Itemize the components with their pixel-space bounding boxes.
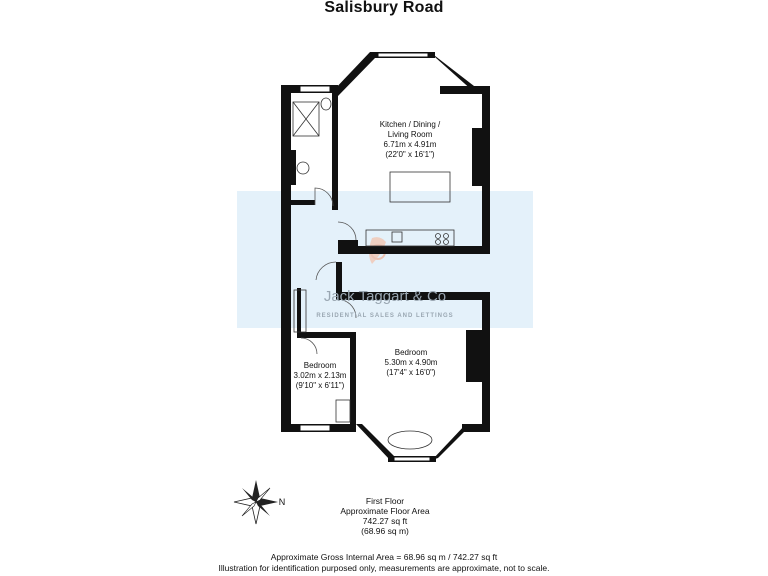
window-bay2-bottom xyxy=(394,457,430,461)
bedroom-small-name: Bedroom xyxy=(303,361,337,370)
chimney-bedroom xyxy=(466,330,484,382)
window-top-bath xyxy=(300,86,330,92)
cupboard-icon xyxy=(336,400,350,422)
kitchen-name-line1: Kitchen / Dining / xyxy=(379,120,441,129)
wall-hall xyxy=(291,200,315,205)
window-bay-top xyxy=(378,53,428,57)
floor-area-sqft: 742.27 sq ft xyxy=(362,516,408,526)
watermark-brand: Jack Taggart & Co xyxy=(323,288,447,305)
plan-title: Salisbury Road xyxy=(324,0,444,16)
footer-disclaimer: Illustration for identification purposed only, measurements are approximate, not to scale. xyxy=(218,563,550,573)
kitchen-imperial: (22'0" x 16'1") xyxy=(385,150,435,159)
toilet-icon xyxy=(321,98,331,110)
wall-bay-left xyxy=(332,52,375,96)
floor-area-block xyxy=(300,496,470,536)
bedroom-small-imperial: (9'10" x 6'11") xyxy=(295,381,345,390)
floor-area-sqm: (68.96 sq m) xyxy=(361,526,409,536)
kitchen-metric: 6.71m x 4.91m xyxy=(383,140,437,149)
compass-icon xyxy=(234,480,278,524)
bedroom-main-imperial: (17'4" x 16'0") xyxy=(386,368,436,377)
wall-kitchen-left xyxy=(332,85,338,210)
wall-small-bed-top xyxy=(300,332,356,338)
kitchen-label xyxy=(360,120,460,160)
wall-bottom-right xyxy=(462,424,490,432)
wall-kitchen-bottom xyxy=(338,246,490,254)
floor-name: First Floor xyxy=(365,496,405,506)
compass-north-label: N xyxy=(278,497,286,507)
wall-bath-side xyxy=(286,150,296,185)
bedroom-main-name: Bedroom xyxy=(394,348,428,357)
floor-area-title: Approximate Floor Area xyxy=(340,506,430,516)
bedroom-small-metric: 3.02m x 2.13m xyxy=(293,371,347,380)
door-small-bed xyxy=(301,338,317,354)
bath-tub-icon xyxy=(388,431,432,449)
chimney-kitchen xyxy=(472,128,484,186)
bedroom-small-label xyxy=(286,361,354,391)
window-bottom-left xyxy=(300,425,330,431)
bedroom-main-metric: 5.30m x 4.90m xyxy=(384,358,438,367)
wall-hall-top xyxy=(338,240,358,246)
watermark-tagline: RESIDENTIAL SALES AND LETTINGS xyxy=(316,313,454,319)
footer-gross-area: Approximate Gross Internal Area = 68.96 sq m / 742.27 sq ft xyxy=(270,552,498,562)
wall-bay2-left xyxy=(356,424,396,460)
bedroom-main-label xyxy=(366,348,456,378)
kitchen-name-line2: Living Room xyxy=(387,130,433,139)
basin-icon xyxy=(297,162,309,174)
